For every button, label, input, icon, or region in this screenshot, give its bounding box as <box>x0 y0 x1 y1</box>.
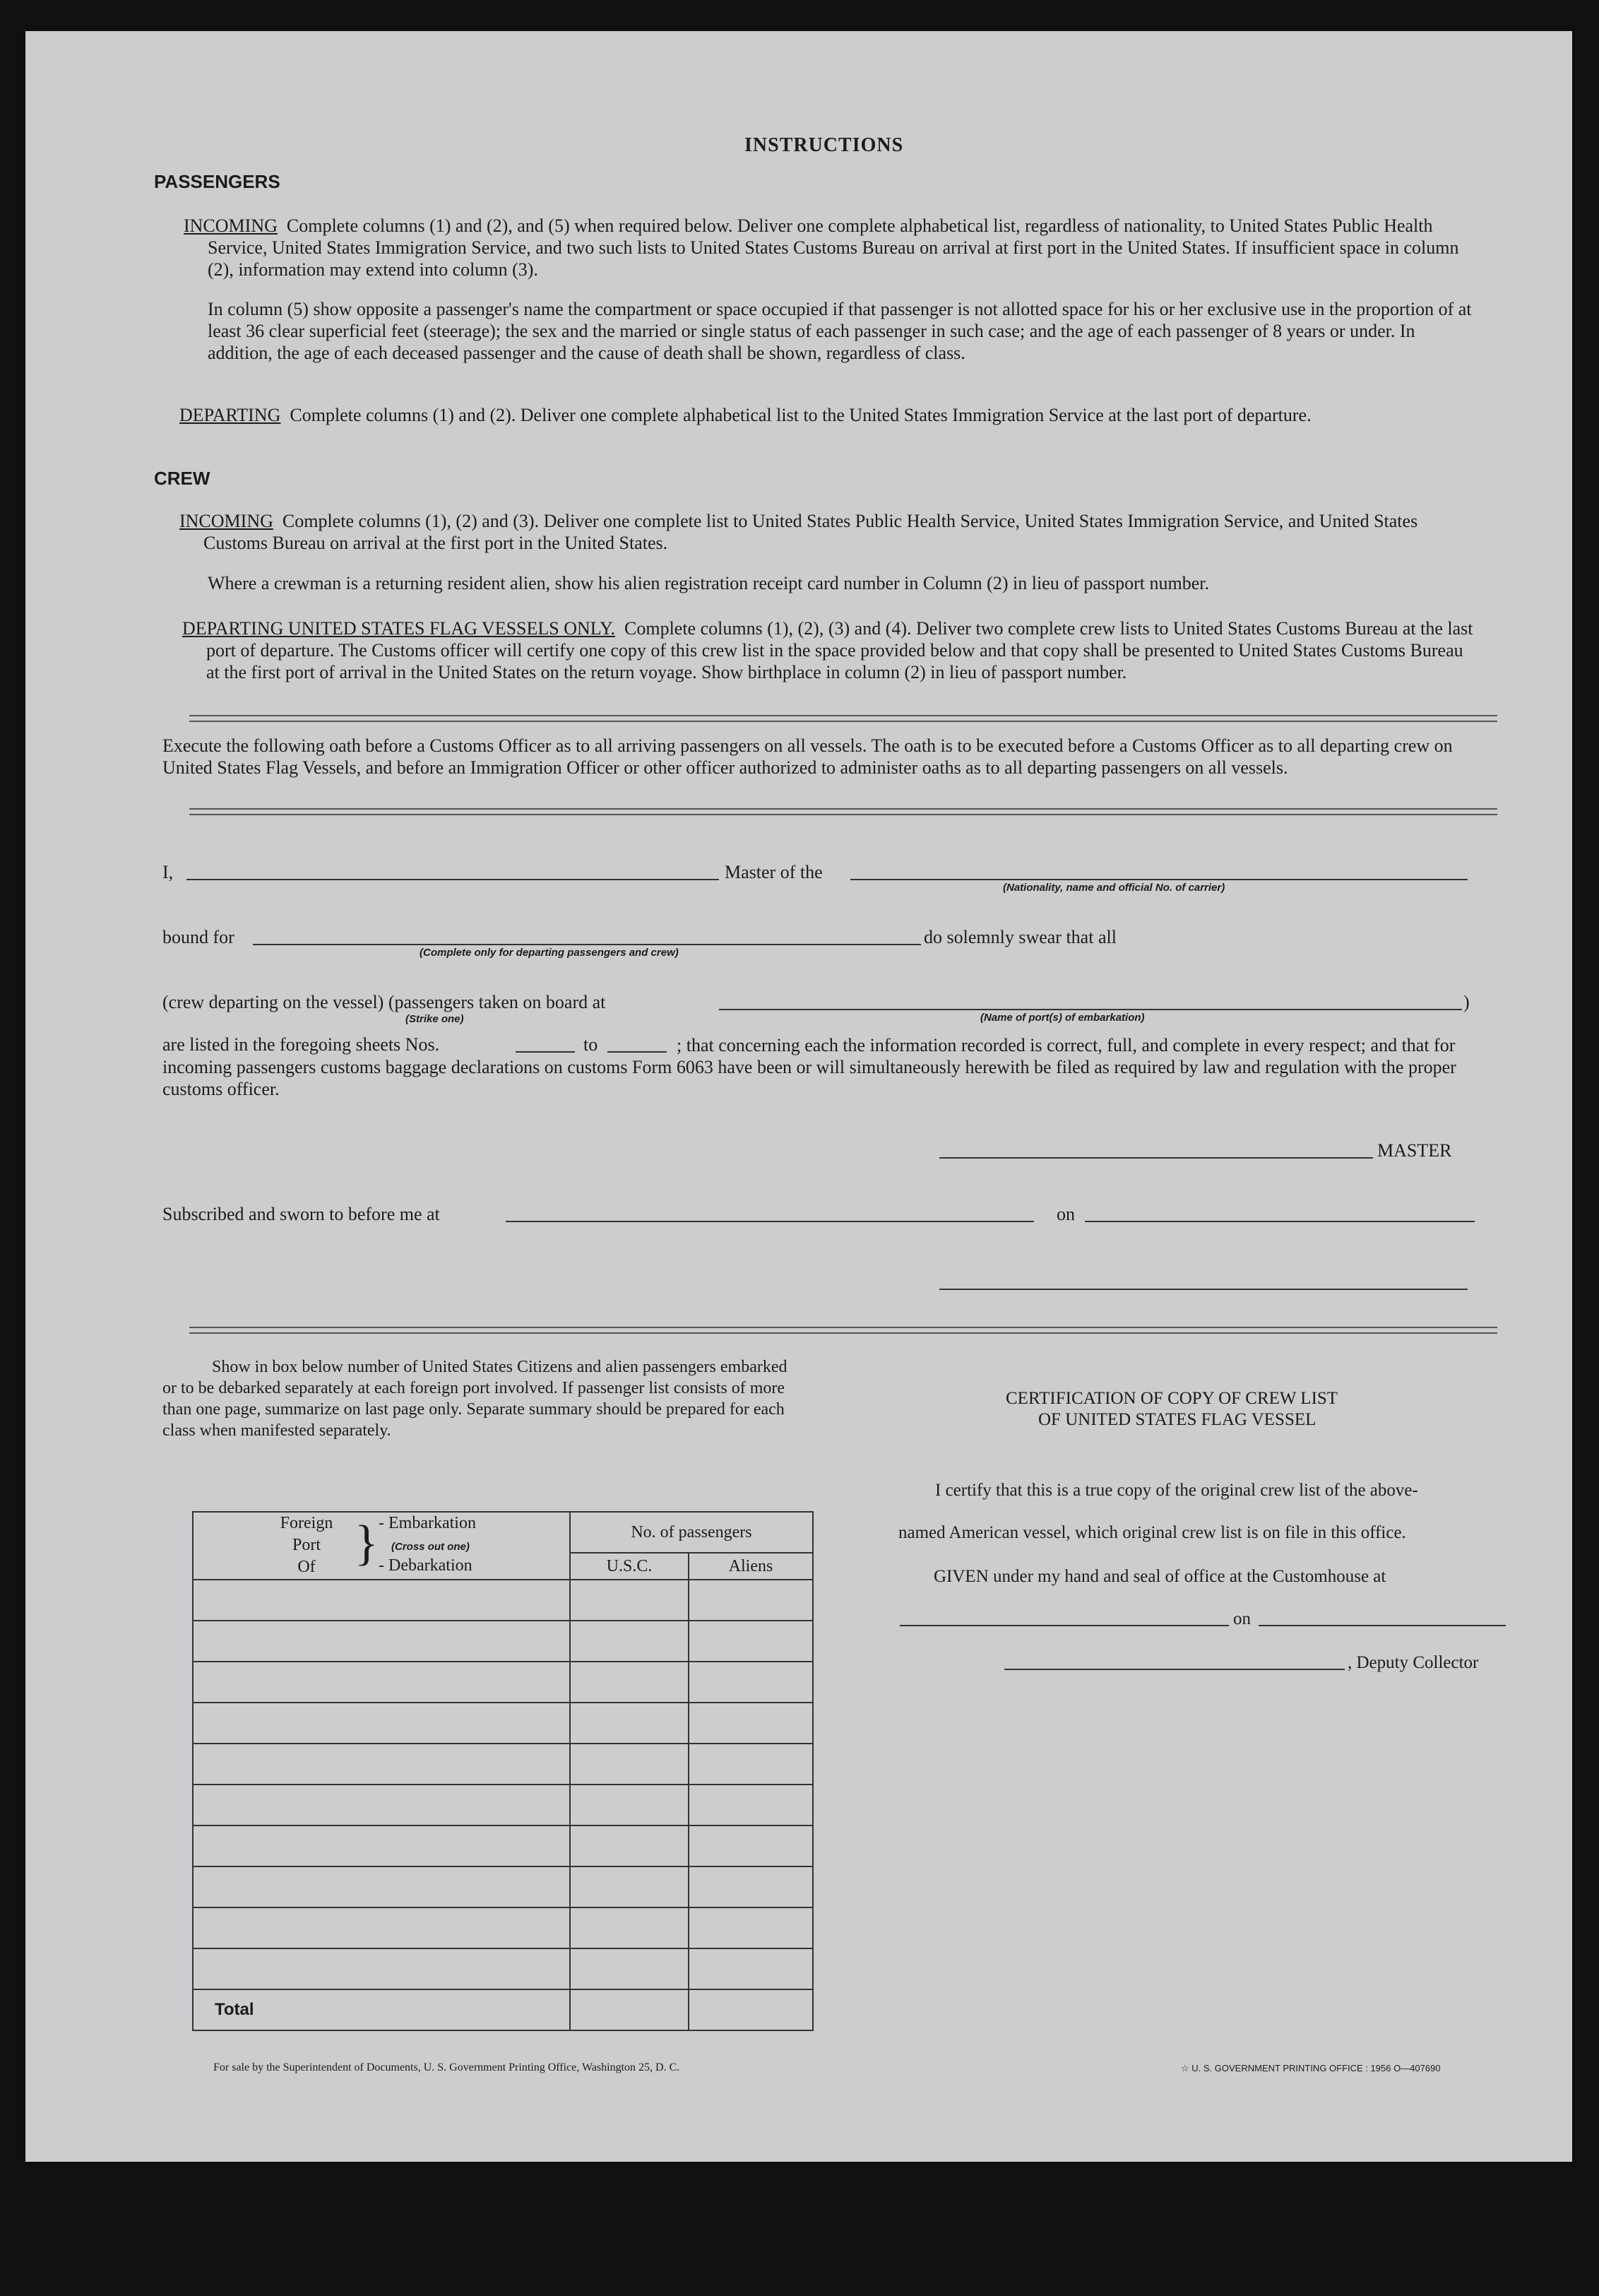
port-cell[interactable] <box>193 1907 570 1948</box>
passengers-column5-text: In column (5) show opposite a passenger's name the compartment or space occupied if that passenger is not allotted space for his or her exclusive use in the proportion of at least 36 clear superficial feet (steerage); the sex and the married or single status of each passenger in such case; and the age of each passenger of 8 years or under. In addition, the age of each deceased passenger and the cause of death shall be shown, regardless of class. <box>208 299 1472 363</box>
usc-cell[interactable] <box>570 1866 689 1907</box>
form-page <box>25 31 1572 2162</box>
master-signature-field[interactable] <box>939 1157 1373 1159</box>
to-label: to <box>583 1034 598 1055</box>
passengers-incoming-label: INCOMING <box>184 215 278 236</box>
total-label: Total <box>193 1989 570 2030</box>
total-aliens-cell[interactable] <box>689 1989 813 2030</box>
embarkation-label: - Embarkation <box>379 1514 476 1532</box>
aliens-cell[interactable] <box>689 1866 813 1907</box>
passenger-summary-table <box>192 1511 814 2031</box>
divider <box>189 808 1497 815</box>
usc-cell[interactable] <box>570 1907 689 1948</box>
oath-intro-text: Execute the following oath before a Customs Officer as to all arriving passengers on all vessels. The oath is to be executed before a Customs Officer as to all departing crew on United States Flag Vessels, and before an Immigration Officer or other officer authorized to administer oaths as to all departing passengers on all vessels. <box>162 735 1453 778</box>
aliens-cell[interactable] <box>689 1662 813 1703</box>
usc-cell[interactable] <box>570 1703 689 1744</box>
crew-departing-label: DEPARTING UNITED STATES FLAG VESSELS ONLY. <box>182 618 615 639</box>
officer-signature-field[interactable] <box>939 1289 1468 1290</box>
crew-incoming-label: INCOMING <box>179 511 273 531</box>
usc-cell[interactable] <box>570 1662 689 1703</box>
port-caption: (Name of port(s) of embarkation) <box>980 1012 1145 1024</box>
passengers-incoming-block <box>184 215 1476 280</box>
carrier-field[interactable] <box>850 879 1468 880</box>
usc-cell[interactable] <box>570 1948 689 1989</box>
close-paren: ) <box>1463 992 1470 1012</box>
master-label: MASTER <box>1377 1140 1452 1161</box>
usc-cell[interactable] <box>570 1744 689 1785</box>
summary-instructions-block <box>162 1356 791 1441</box>
crew-heading: CREW <box>154 468 210 489</box>
port-cell[interactable] <box>193 1785 570 1825</box>
table-row <box>193 1580 813 1621</box>
listed-rest-block <box>162 1034 1483 1100</box>
table-row <box>193 1825 813 1866</box>
crew-alien-text: Where a crewman is a returning resident alien, show his alien registration receipt card number in Column (2) in lieu of passport number. <box>208 573 1210 593</box>
table-row <box>193 1907 813 1948</box>
passengers-departing-block <box>179 404 1476 426</box>
port-header-cell <box>193 1512 570 1580</box>
page-title: INSTRUCTIONS <box>744 134 904 156</box>
port-cell[interactable] <box>193 1825 570 1866</box>
footer-right: ☆ U. S. GOVERNMENT PRINTING OFFICE : 1956 O—407690 <box>1181 2063 1441 2073</box>
aliens-cell[interactable] <box>689 1621 813 1662</box>
usc-cell[interactable] <box>570 1621 689 1662</box>
bound-for-field[interactable] <box>253 944 921 945</box>
embarkation-port-field[interactable] <box>719 1009 1462 1010</box>
aliens-cell[interactable] <box>689 1580 813 1621</box>
sworn-date-field[interactable] <box>1085 1221 1475 1222</box>
swear-label: do solemnly swear that all <box>924 927 1117 947</box>
table-row <box>193 1785 813 1825</box>
table-row <box>193 1948 813 1989</box>
certification-date-field[interactable] <box>1259 1625 1506 1626</box>
certification-heading-2: OF UNITED STATES FLAG VESSEL <box>1038 1410 1316 1429</box>
certification-on-label: on <box>1233 1609 1251 1628</box>
summary-instructions-text: Show in box below number of United States Citizens and alien passengers embarked or to be debarked separately at each foreign port involved. If passenger list consists of more than one page, summarize on last page only. Separate summary should be prepared for each class when manifested separately. <box>162 1358 787 1440</box>
customhouse-field[interactable] <box>900 1625 1229 1626</box>
cross-out-caption: (Cross out one) <box>391 1541 470 1553</box>
certification-line-3: GIVEN under my hand and seal of office at the Customhouse at <box>934 1567 1386 1586</box>
passengers-column5-block <box>208 298 1476 364</box>
crew-departing-label-line: (crew departing on the vessel) (passengers taken on board at <box>162 992 606 1012</box>
subscribed-label: Subscribed and sworn to before me at <box>162 1204 440 1224</box>
listed-rest-text: ; that concerning each the information recorded is correct, full, and complete in every respect; and that for incoming passengers customs baggage declarations on customs Form 6063 have been or will simultaneously herewith be filed as required by law and regulation with the proper customs officer. <box>162 1035 1456 1099</box>
passengers-incoming-text: Complete columns (1) and (2), and (5) when required below. Deliver one complete alphabetical list, regardless of nationality, to United States Public Health Service, United States Immigration Service, and two such lists to United States Customs Bureau on arrival at first port in the United States. If insufficient space in column (2), information may extend into column (3). <box>208 215 1459 280</box>
crew-incoming-block <box>179 510 1476 554</box>
oath-i-label: I, <box>162 862 174 882</box>
table-body <box>193 1580 813 1989</box>
usc-cell[interactable] <box>570 1580 689 1621</box>
aliens-cell[interactable] <box>689 1703 813 1744</box>
oath-intro-block <box>162 735 1483 779</box>
listed-prefix: are listed in the foregoing sheets Nos. <box>162 1034 440 1055</box>
aliens-cell[interactable] <box>689 1825 813 1866</box>
crew-alien-block <box>208 572 1476 594</box>
strike-caption: (Strike one) <box>405 1013 464 1025</box>
on-label: on <box>1057 1204 1075 1224</box>
port-cell[interactable] <box>193 1662 570 1703</box>
foreign-label: Foreign <box>280 1514 333 1532</box>
port-label-group <box>271 1513 342 1578</box>
table-row <box>193 1662 813 1703</box>
table-header-row <box>193 1512 813 1553</box>
deputy-signature-field[interactable] <box>1004 1669 1345 1670</box>
passengers-departing-text: Complete columns (1) and (2). Deliver one complete alphabetical list to the United States Immigration Service at the last port of departure. <box>290 405 1312 425</box>
of-label: Of <box>297 1558 316 1576</box>
divider <box>189 715 1497 722</box>
passengers-departing-label: DEPARTING <box>179 405 281 425</box>
table-total-row <box>193 1989 813 2030</box>
port-cell[interactable] <box>193 1621 570 1662</box>
brace: } <box>355 1516 379 1570</box>
crew-incoming-text: Complete columns (1), (2) and (3). Deliver one complete list to United States Public Health Service, United States Immigration Service, and United States Customs Bureau on arrival at the first port in the United States. <box>203 511 1418 553</box>
passengers-heading: PASSENGERS <box>154 171 280 192</box>
passengers-header-cell: No. of passengers <box>570 1512 813 1553</box>
sworn-place-field[interactable] <box>506 1221 1034 1222</box>
bound-for-label: bound for <box>162 927 234 947</box>
table-row <box>193 1703 813 1744</box>
certification-line-1: I certify that this is a true copy of the original crew list of the above- <box>935 1481 1418 1500</box>
port-cell[interactable] <box>193 1580 570 1621</box>
aliens-cell[interactable] <box>689 1907 813 1948</box>
port-cell[interactable] <box>193 1744 570 1785</box>
master-name-field[interactable] <box>186 879 719 880</box>
port-cell[interactable] <box>193 1703 570 1744</box>
divider <box>189 1327 1497 1334</box>
carrier-caption: (Nationality, name and official No. of carrier) <box>1003 882 1225 894</box>
certification-heading-1: CERTIFICATION OF COPY OF CREW LIST <box>1006 1389 1338 1408</box>
usc-header-cell: U.S.C. <box>570 1553 689 1580</box>
table-row <box>193 1866 813 1907</box>
footer-left: For sale by the Superintendent of Documents, U. S. Government Printing Office, Washington 25, D. C. <box>213 2061 680 2073</box>
aliens-header-cell: Aliens <box>689 1553 813 1580</box>
table-row <box>193 1621 813 1662</box>
total-usc-cell[interactable] <box>570 1989 689 2030</box>
bound-for-caption: (Complete only for departing passengers and crew) <box>420 947 679 959</box>
deputy-collector-label: , Deputy Collector <box>1348 1653 1479 1672</box>
crew-departing-text: Complete columns (1), (2), (3) and (4). Deliver two complete crew lists to United States Customs Bureau at the last port of departure. The Customs officer will certify one copy of this crew list in the space provided below and that copy shall be presented to United States Customs Bureau at the first port of arrival in the United States on the return voyage. Show birthplace in column (2) in lieu of passport number. <box>206 618 1473 682</box>
port-cell[interactable] <box>193 1948 570 1989</box>
aliens-cell[interactable] <box>689 1744 813 1785</box>
aliens-cell[interactable] <box>689 1948 813 1989</box>
table-row <box>193 1744 813 1785</box>
usc-cell[interactable] <box>570 1825 689 1866</box>
aliens-cell[interactable] <box>689 1785 813 1825</box>
usc-cell[interactable] <box>570 1785 689 1825</box>
certification-line-2: named American vessel, which original crew list is on file in this office. <box>898 1523 1406 1542</box>
debarkation-label: - Debarkation <box>379 1556 472 1575</box>
port-cell[interactable] <box>193 1866 570 1907</box>
crew-departing-block <box>182 617 1476 683</box>
port-label: Port <box>292 1536 321 1554</box>
master-of-the-label: Master of the <box>725 862 823 882</box>
